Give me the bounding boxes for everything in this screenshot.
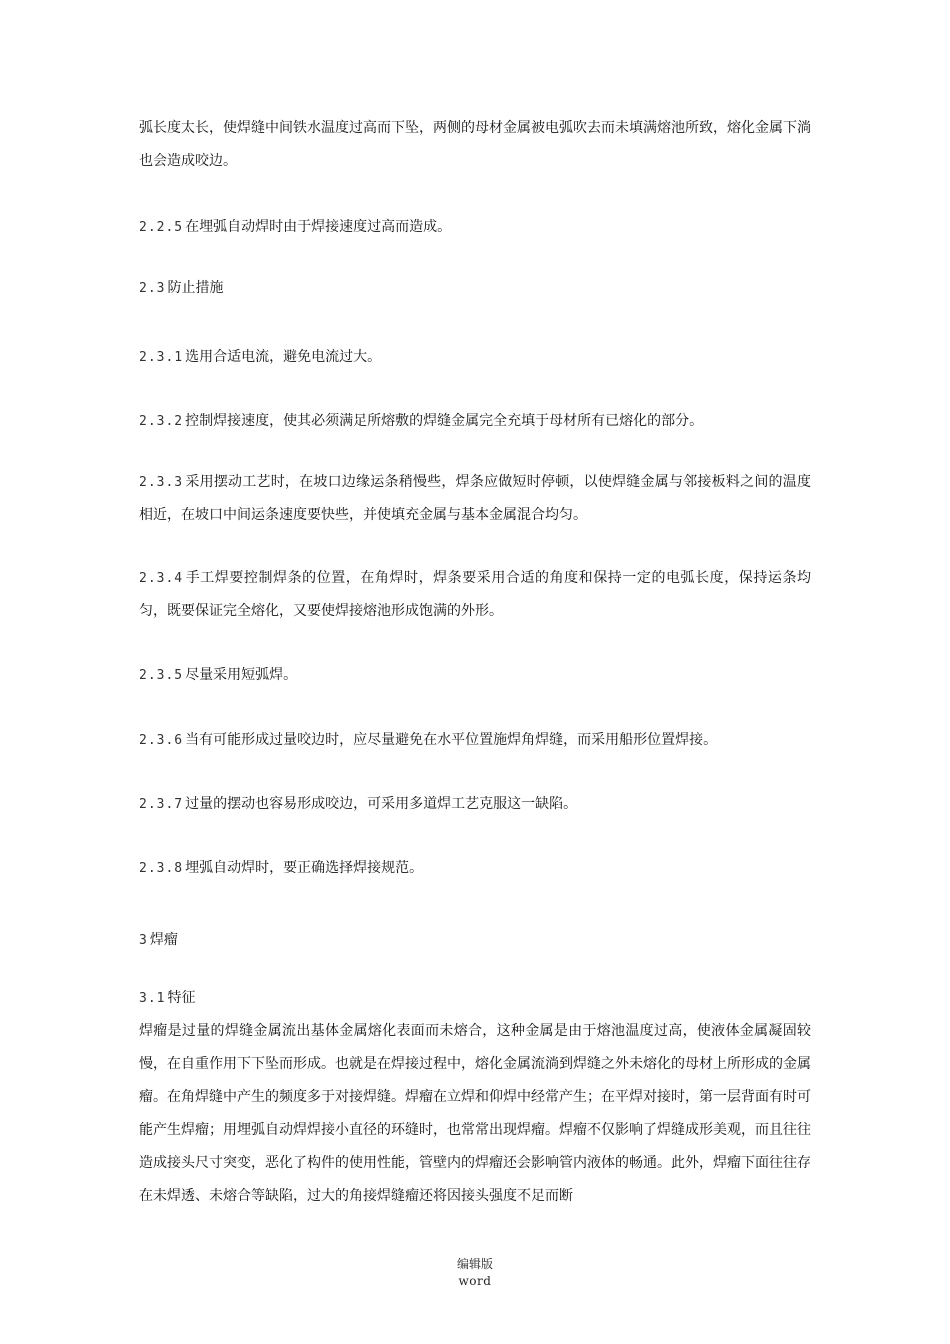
section-number: 3 [139,933,148,948]
paragraph-text: 埋弧自动焊时，要正确选择焊接规范。 [185,860,424,876]
section-number: 3.1 [139,991,166,1006]
paragraph-text: 当有可能形成过量咬边时，应尽量避免在水平位置施焊角焊缝，而采用船形位置焊接。 [185,732,718,748]
paragraph-2-3-7 [139,788,811,821]
paragraph-2-3-4 [139,562,811,628]
paragraph-2-3-6 [139,724,811,757]
heading-3-weld-bead-overlap [139,924,811,957]
section-number: 2.3.3 [139,475,184,490]
section-number: 2.3 [139,281,166,296]
paragraph-text: 选用合适电流，避免电流过大。 [185,349,382,365]
paragraph-text: 弧长度太长，使焊缝中间铁水温度过高而下坠，两侧的母材金属被电弧吹去而未填满熔池所致，熔化金属下淌也会造成咬边。 [139,120,811,169]
section-number: 2.3.4 [139,571,184,586]
heading-text: 特征 [167,990,196,1006]
paragraph-2-2-5 [139,211,811,244]
section-number: 2.3.7 [139,797,184,812]
section-number: 2.3.1 [139,350,184,365]
section-number: 2.2.5 [139,220,184,235]
paragraph-text: 过量的摆动也容易形成咬边，可采用多道焊工艺克服这一缺陷。 [185,796,578,812]
footer-label: 编辑版 [456,1257,493,1271]
paragraph-2-3-2 [139,405,811,438]
paragraph-2-3-1 [139,341,811,374]
paragraph-text: 采用摆动工艺时，在坡口边缘运条稍慢些，焊条应做短时停顿，以使焊缝金属与邻接板料之间的温度相近，在坡口中间运条速度要快些，并使填充金属与基本金属混合均匀。 [139,474,811,523]
section-number: 2.3.8 [139,861,184,876]
paragraph-text: 控制焊接速度，使其必须满足所熔敷的焊缝金属完全充填于母材所有已熔化的部分。 [185,413,704,429]
heading-text: 防止措施 [167,280,224,296]
section-number: 2.3.5 [139,668,184,683]
page-footer [0,1256,950,1290]
paragraph-undercut-cause-continued [139,112,811,178]
paragraph-2-3-5 [139,659,811,692]
paragraph-2-3-8 [139,852,811,885]
paragraph-2-3-3 [139,466,811,532]
section-number: 2.3.2 [139,414,184,429]
heading-text: 焊瘤 [149,932,178,948]
paragraph-text: 焊瘤是过量的焊缝金属流出基体金属熔化表面而未熔合，这种金属是由于熔池温度过高，使液体金属凝固较慢，在自重作用下下坠而形成。也就是在焊接过程中，熔化金属流淌到焊缝之外未熔化的母材上所形成的金属瘤。在角焊缝中产生的频度多于对接焊缝。焊瘤在立焊和仰焊中经常产生；在平焊对接时，第一层背面有时可能产生焊瘤；用埋弧自动焊焊接小直径的环缝时，也常常出现焊瘤。焊瘤不仅影响了焊缝成形美观，而且往往造成接头尺寸突变，恶化了构件的使用性能，管壁内的焊瘤还会影响管内液体的畅通。此外，焊瘤下面往往存在未焊透、未熔合等缺陷，过大的角接焊缝瘤还将因接头强度不足而断 [139,1023,811,1204]
footer-word: word [458,1274,492,1288]
heading-3-1-features [139,982,811,1015]
paragraph-text: 在埋弧自动焊时由于焊接速度过高而造成。 [185,219,452,235]
paragraph-text: 尽量采用短弧焊。 [185,667,298,683]
paragraph-text: 手工焊要控制焊条的位置，在角焊时，焊条要采用合适的角度和保持一定的电弧长度，保持运条均匀，既要保证完全熔化，又要使焊接熔池形成饱满的外形。 [139,570,811,619]
section-number: 2.3.6 [139,733,184,748]
paragraph-overlap-description [139,1015,811,1213]
heading-2-3-prevention [139,272,811,305]
